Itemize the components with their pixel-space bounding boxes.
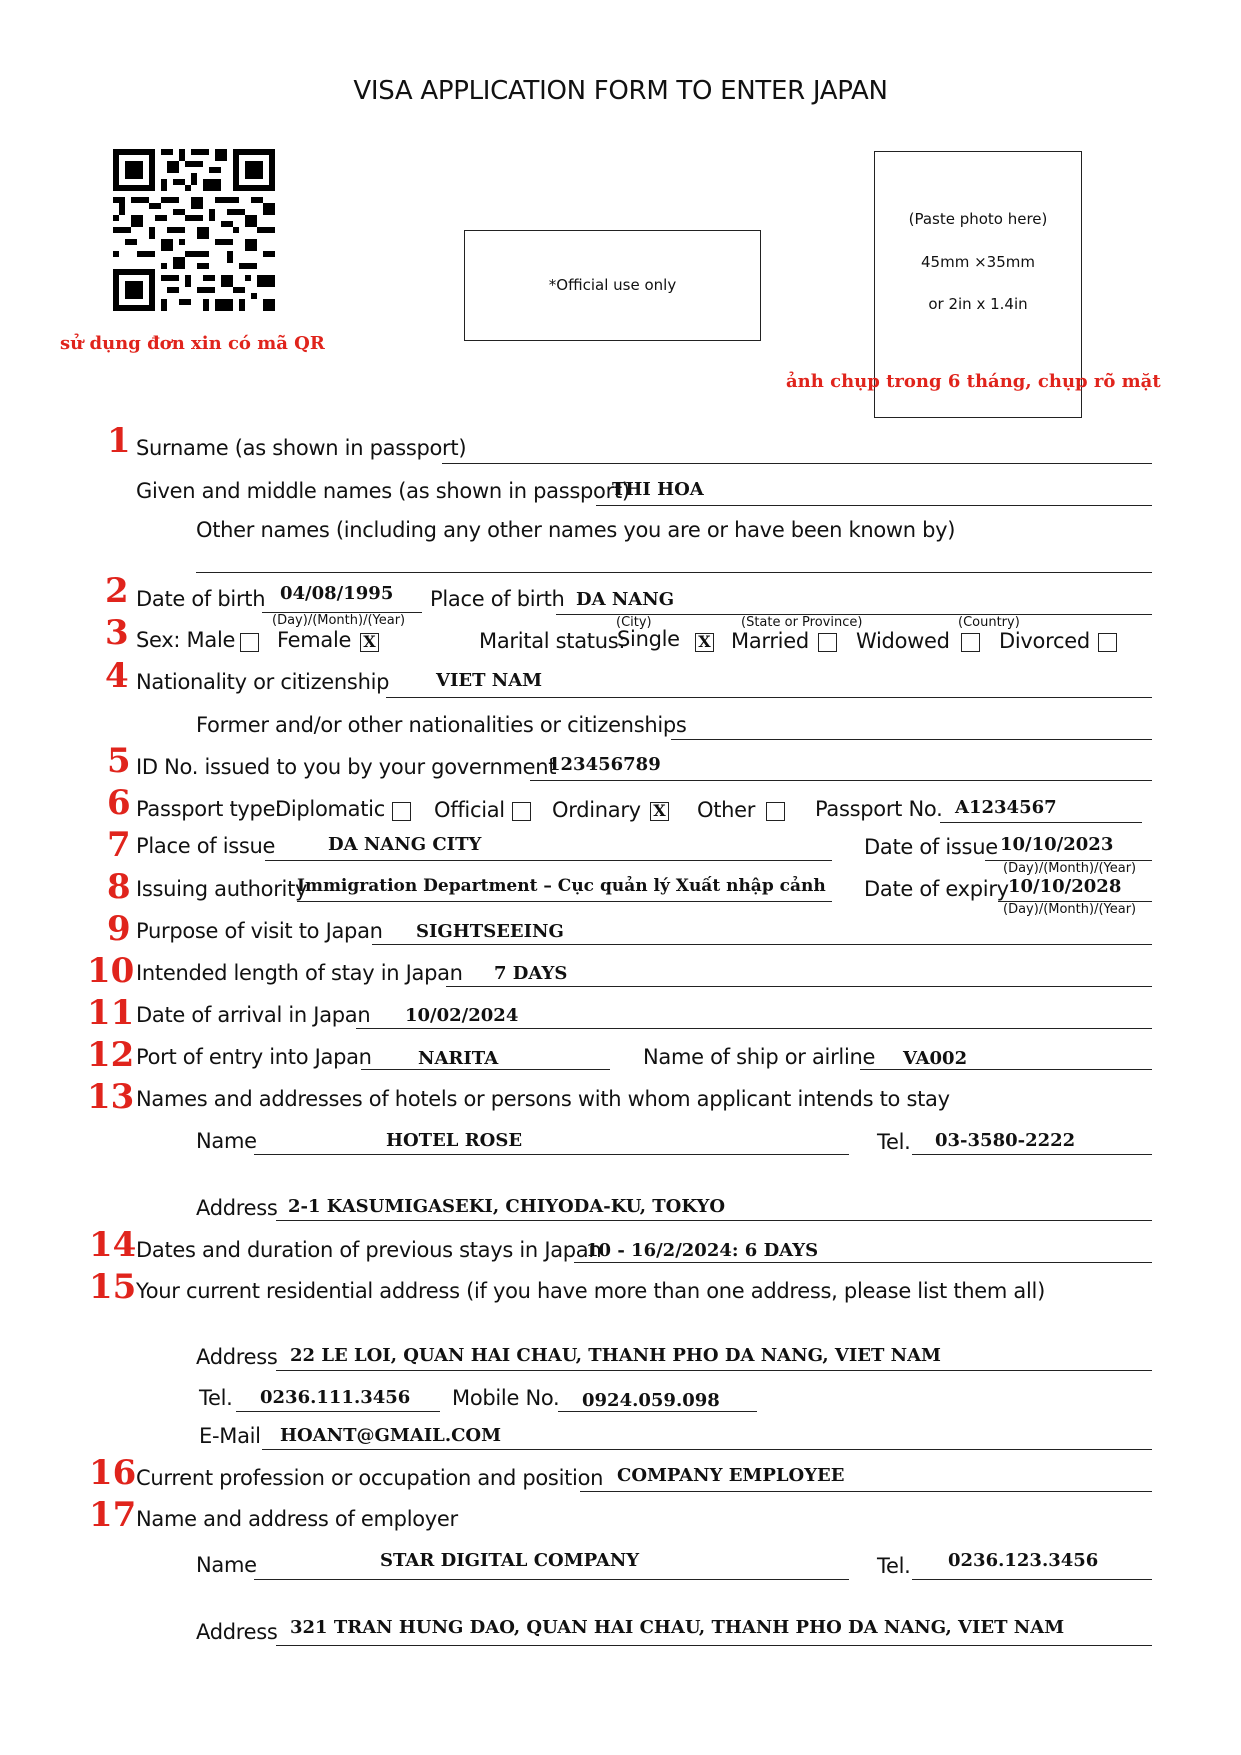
mobile-field[interactable] xyxy=(558,1411,757,1412)
ship-airline-value: VA002 xyxy=(903,1048,968,1069)
date-of-issue-label: Date of issue xyxy=(864,835,998,859)
passport-ordinary-checkbox[interactable]: X xyxy=(650,802,669,821)
passport-diplomatic-label: Diplomatic xyxy=(275,797,385,821)
section-number-2: 2 xyxy=(105,571,129,611)
passport-no-label: Passport No. xyxy=(815,797,943,821)
arrival-date-label: Date of arrival in Japan xyxy=(136,1003,371,1027)
marital-divorced-label: Divorced xyxy=(999,629,1090,653)
profession-label: Current profession or occupation and position xyxy=(136,1466,604,1490)
hotel-name-label: Name xyxy=(196,1129,257,1153)
photo-line2: 45mm ×35mm xyxy=(921,253,1035,271)
qr-note: sử dụng đơn xin có mã QR xyxy=(60,333,325,354)
passport-other-checkbox[interactable] xyxy=(766,802,785,821)
port-of-entry-value: NARITA xyxy=(418,1048,499,1069)
dob-value: 04/08/1995 xyxy=(280,583,394,604)
nationality-label: Nationality or citizenship xyxy=(136,670,390,694)
photo-line3: or 2in x 1.4in xyxy=(928,295,1028,313)
arrival-date-field[interactable] xyxy=(356,1028,1152,1029)
previous-stays-field[interactable] xyxy=(574,1262,1152,1263)
length-of-stay-field[interactable] xyxy=(446,986,1152,987)
profession-field[interactable] xyxy=(580,1491,1152,1492)
residential-address-label: Your current residential address (if you have more than one address, please list them all) xyxy=(136,1279,1045,1303)
pob-label: Place of birth xyxy=(430,587,565,611)
email-label: E-Mail xyxy=(199,1424,261,1448)
mobile-value: 0924.059.098 xyxy=(582,1390,720,1411)
passport-official-checkbox[interactable] xyxy=(512,802,531,821)
passport-ordinary-label: Ordinary xyxy=(552,798,641,822)
employer-address-field[interactable] xyxy=(276,1645,1152,1646)
section-number-7: 7 xyxy=(107,825,131,865)
marital-status-label: Marital status: xyxy=(479,629,626,653)
former-nationality-label: Former and/or other nationalities or citizenships xyxy=(196,713,687,737)
employer-tel-field[interactable] xyxy=(912,1579,1152,1580)
sex-female-checkbox[interactable]: X xyxy=(360,633,379,652)
passport-diplomatic-checkbox[interactable] xyxy=(392,802,411,821)
employer-tel-label: Tel. xyxy=(877,1554,911,1578)
official-use-label: *Official use only xyxy=(548,276,677,294)
given-names-field[interactable] xyxy=(596,505,1152,506)
pob-value: DA NANG xyxy=(576,589,675,610)
marital-widowed-checkbox[interactable] xyxy=(961,633,980,652)
residential-tel-value: 0236.111.3456 xyxy=(260,1387,411,1408)
section-number-8: 8 xyxy=(107,867,131,907)
employer-name-label: Name xyxy=(196,1553,257,1577)
given-names-value: THI HOA xyxy=(612,479,704,500)
hotel-tel-field[interactable] xyxy=(912,1154,1152,1155)
arrival-date-value: 10/02/2024 xyxy=(405,1005,519,1026)
residential-tel-label: Tel. xyxy=(199,1386,233,1410)
ship-airline-label: Name of ship or airline xyxy=(643,1045,876,1069)
hotel-address-value: 2-1 KASUMIGASEKI, CHIYODA-KU, TOKYO xyxy=(288,1196,726,1217)
previous-stays-label: Dates and duration of previous stays in Japan xyxy=(136,1238,602,1262)
hotel-name-value: HOTEL ROSE xyxy=(386,1130,523,1151)
date-of-expiry-value: 10/10/2028 xyxy=(1008,876,1122,897)
dob-label: Date of birth xyxy=(136,587,266,611)
section-number-5: 5 xyxy=(107,741,131,781)
employer-name-field[interactable] xyxy=(254,1579,849,1580)
marital-widowed-label: Widowed xyxy=(856,629,950,653)
passport-official-label: Official xyxy=(434,798,505,822)
marital-divorced-checkbox[interactable] xyxy=(1098,633,1117,652)
length-of-stay-value: 7 DAYS xyxy=(494,963,568,984)
residential-address-value: 22 LE LOI, QUAN HAI CHAU, THANH PHO DA NANG, VIET NAM xyxy=(290,1345,941,1366)
residential-address-sublabel: Address xyxy=(196,1345,278,1369)
mobile-label: Mobile No. xyxy=(452,1386,560,1410)
hotel-name-field[interactable] xyxy=(254,1154,849,1155)
employer-name-value: STAR DIGITAL COMPANY xyxy=(380,1550,640,1571)
issuing-authority-field[interactable] xyxy=(297,901,832,902)
section-number-12: 12 xyxy=(87,1035,135,1075)
given-names-label: Given and middle names (as shown in passport) xyxy=(136,479,630,503)
id-no-value: 123456789 xyxy=(548,754,661,775)
section-number-9: 9 xyxy=(107,909,131,949)
nationality-field[interactable] xyxy=(386,697,1152,698)
section-number-11: 11 xyxy=(87,993,135,1033)
hotel-address-label: Address xyxy=(196,1196,278,1220)
photo-note: ảnh chụp trong 6 tháng, chụp rõ mặt xyxy=(786,371,1161,392)
id-no-field[interactable] xyxy=(530,780,1152,781)
photo-line1: (Paste photo here) xyxy=(908,210,1048,228)
marital-single-checkbox[interactable]: X xyxy=(695,633,714,652)
hotels-label: Names and addresses of hotels or persons with whom applicant intends to stay xyxy=(136,1087,950,1111)
purpose-value: SIGHTSEEING xyxy=(416,921,564,942)
pob-state-hint: (State or Province) xyxy=(741,615,863,630)
dob-format-hint: (Day)/(Month)/(Year) xyxy=(272,613,406,628)
date-of-issue-hint: (Day)/(Month)/(Year) xyxy=(1003,861,1137,876)
email-value: HOANT@GMAIL.COM xyxy=(280,1425,502,1446)
previous-stays-value: 10 - 16/2/2024: 6 DAYS xyxy=(586,1240,819,1261)
date-of-issue-value: 10/10/2023 xyxy=(1000,834,1114,855)
date-of-expiry-hint: (Day)/(Month)/(Year) xyxy=(1003,902,1137,917)
surname-field[interactable] xyxy=(442,463,1152,464)
section-number-4: 4 xyxy=(105,656,129,696)
section-number-1: 1 xyxy=(107,421,131,461)
hotel-address-field[interactable] xyxy=(276,1220,1152,1221)
issuing-authority-label: Issuing authority xyxy=(136,877,308,901)
port-of-entry-field[interactable] xyxy=(361,1069,610,1070)
issuing-authority-value: Immigration Department – Cục quản lý Xuất nhập cảnh xyxy=(297,876,826,896)
employer-label: Name and address of employer xyxy=(136,1507,458,1531)
sex-label: Sex: Male xyxy=(136,628,236,652)
ship-airline-field[interactable] xyxy=(860,1069,1152,1070)
nationality-value: VIET NAM xyxy=(436,670,543,691)
section-number-10: 10 xyxy=(87,951,135,991)
pob-city-hint: (City) xyxy=(616,615,652,630)
pob-country-hint: (Country) xyxy=(958,615,1020,630)
section-number-15: 15 xyxy=(89,1267,137,1307)
sex-male-checkbox[interactable] xyxy=(240,633,259,652)
port-of-entry-label: Port of entry into Japan xyxy=(136,1045,372,1069)
other-names-label: Other names (including any other names you are or have been known by) xyxy=(196,518,956,542)
place-of-issue-field[interactable] xyxy=(265,860,832,861)
surname-label: Surname (as shown in passport) xyxy=(136,436,467,460)
purpose-label: Purpose of visit to Japan xyxy=(136,919,383,943)
passport-no-value: A1234567 xyxy=(955,797,1057,818)
id-no-label: ID No. issued to you by your government xyxy=(136,755,557,779)
profession-value: COMPANY EMPLOYEE xyxy=(617,1465,845,1486)
passport-no-field[interactable] xyxy=(940,822,1142,823)
section-number-13: 13 xyxy=(87,1077,135,1117)
other-names-field[interactable] xyxy=(196,572,1152,573)
date-of-expiry-label: Date of expiry xyxy=(864,877,1009,901)
employer-tel-value: 0236.123.3456 xyxy=(948,1550,1099,1571)
section-number-17: 17 xyxy=(89,1495,137,1535)
hotel-tel-value: 03-3580-2222 xyxy=(935,1130,1076,1151)
marital-married-label: Married xyxy=(731,629,809,653)
length-of-stay-label: Intended length of stay in Japan xyxy=(136,961,463,985)
qr-code xyxy=(113,149,275,311)
sex-female-label: Female xyxy=(277,628,352,652)
employer-address-label: Address xyxy=(196,1620,278,1644)
place-of-issue-label: Place of issue xyxy=(136,834,276,858)
section-number-6: 6 xyxy=(107,783,131,823)
passport-other-label: Other xyxy=(697,798,756,822)
section-number-14: 14 xyxy=(89,1225,137,1265)
purpose-field[interactable] xyxy=(372,944,1152,945)
email-field[interactable] xyxy=(262,1449,1152,1450)
form-title: VISA APPLICATION FORM TO ENTER JAPAN xyxy=(353,76,888,106)
section-number-16: 16 xyxy=(89,1453,137,1493)
marital-married-checkbox[interactable] xyxy=(818,633,837,652)
place-of-issue-value: DA NANG CITY xyxy=(328,834,482,855)
employer-address-value: 321 TRAN HUNG DAO, QUAN HAI CHAU, THANH PHO DA NANG, VIET NAM xyxy=(290,1617,1065,1638)
hotel-tel-label: Tel. xyxy=(877,1130,911,1154)
section-number-3: 3 xyxy=(105,613,129,653)
marital-single-label: Single xyxy=(617,627,680,651)
residential-tel-field[interactable] xyxy=(236,1411,440,1412)
former-nationality-field[interactable] xyxy=(671,739,1152,740)
passport-type-label: Passport type: xyxy=(136,797,282,821)
residential-address-field[interactable] xyxy=(276,1370,1152,1371)
